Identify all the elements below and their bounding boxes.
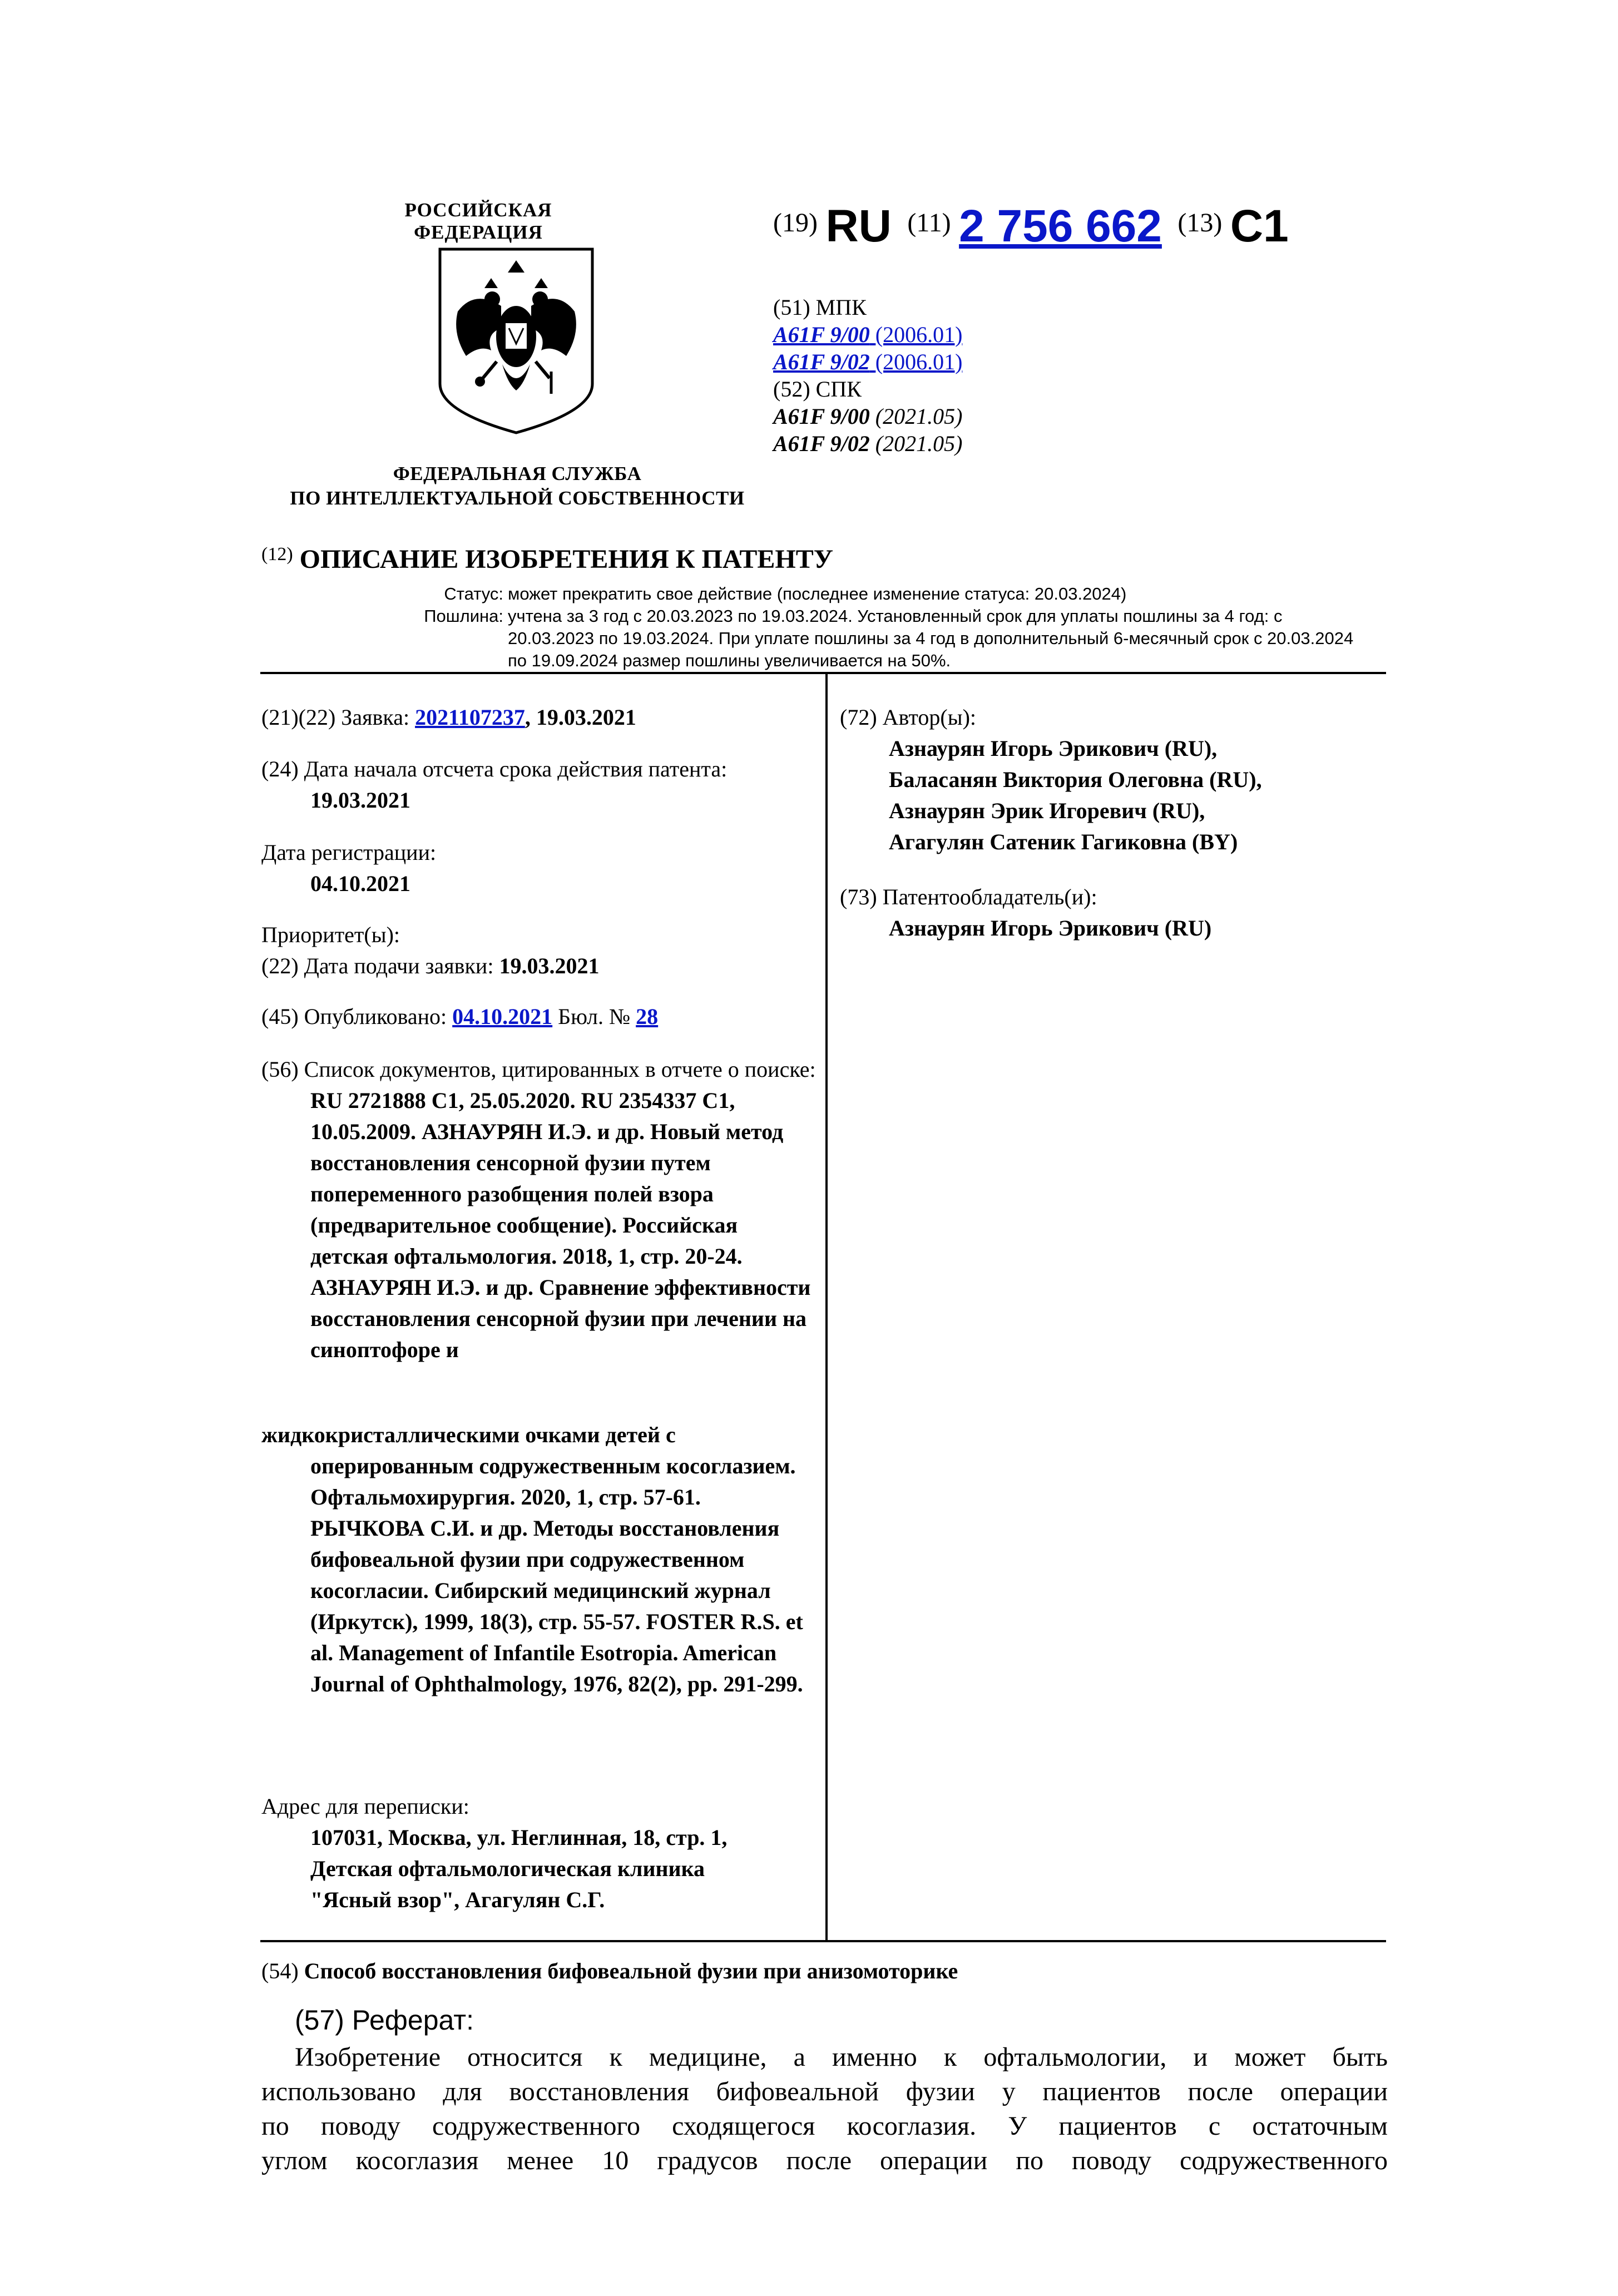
spk-entry: A61F 9/00 (2021.05) xyxy=(773,404,963,429)
author-name: Агагулян Сатеник Гагиковна (BY) xyxy=(889,829,1238,854)
cited-documents-text: RU 2721888 C1, 25.05.2020. RU 2354337 C1, 10.05.2009. АЗНАУРЯН И.Э. и др. Новый метод восстановления сенсорной фузии путем попеременного разобщения полей взора (предварительное сообщение). Российская детская офтальмология. 2018, 1, стр. 20-24. АЗНАУРЯН И.Э. и др. Сравнение эффективности восстановления сенсорной фузии при лечении на синоптофоре и xyxy=(310,1088,811,1362)
status-label: Статус: xyxy=(444,584,503,603)
fee-text: учтена за 3 год с 20.03.2023 по 19.03.2024. Установленный срок для уплаты пошлины за 4 год: с 20.03.2023 по 19.03.2024. При уплате пошлины за 4 год в дополнительный 6-месячный срок с 20.03.2024 по 19.09.2024 размер пошлины увеличивается на 50%. xyxy=(508,606,1354,670)
fee-label: Пошлина: xyxy=(424,606,503,626)
correspondence-address: Адрес для переписки: 107031, Москва, ул. Неглинная, 18, стр. 1, Детская офтальмологическая клиника "Ясный взор", Агагулян С.Г. xyxy=(261,1794,728,1912)
abstract-line: Изобретение относится к медицине, а именно к офтальмологии, и может быть xyxy=(295,2042,1388,2072)
code-12: (12) xyxy=(261,544,293,565)
term-start-date: 19.03.2021 xyxy=(310,788,410,813)
document-title-text: ОПИСАНИЕ ИЗОБРЕТЕНИЯ К ПАТЕНТУ xyxy=(299,545,833,574)
published-field: (45) Опубликовано: 04.10.2021 Бюл. № 28 xyxy=(261,1004,659,1029)
agency-name-line1: ФЕДЕРАЛЬНАЯ СЛУЖБА xyxy=(393,463,642,484)
author-name: Азнаурян Игорь Эрикович (RU), xyxy=(889,736,1218,761)
author-name: Баласанян Виктория Олеговна (RU), xyxy=(889,767,1262,792)
abstract-text xyxy=(261,2040,1388,2178)
mpk-entry[interactable]: A61F 9/00 (2006.01) xyxy=(773,322,963,347)
application-number-link[interactable]: 2021107237 xyxy=(415,705,525,730)
abstract-line: по поводу содружественного сходящегося косоглазия. У пациентов с остаточным xyxy=(261,2111,1388,2141)
patent-holder-field: (73) Патентообладатель(и): Азнаурян Игорь Эрикович (RU) xyxy=(840,882,1211,944)
invention-title: (54) Способ восстановления бифовеальной фузии при анизомоторике xyxy=(261,1958,958,1983)
status-block xyxy=(389,583,1391,672)
code-11: (11) xyxy=(907,208,951,237)
authors-field: (72) Автор(ы): Азнаурян Игорь Эрикович (RU), Баласанян Виктория Олеговна (RU), Азнаурян Эрик Игоревич (RU), Агагулян Сатеник Гагиковна (BY) xyxy=(840,702,1262,858)
abstract-line: углом косоглазия менее 10 градусов после операции по поводу содружественного xyxy=(261,2146,1388,2175)
published-date-link[interactable]: 04.10.2021 xyxy=(452,1004,553,1029)
mpk-label: (51) МПК xyxy=(773,295,867,320)
author-name: Азнаурян Эрик Игоревич (RU), xyxy=(889,798,1205,823)
patent-number-link[interactable]: 2 756 662 xyxy=(959,201,1162,251)
cited-documents-continued: жидкокристаллическими очками детей с оперированным содружественным косоглазием. Офтальмохирургия. 2020, 1, стр. 57-61. РЫЧКОВА С.И. и др. Методы восстановления бифовеальной фузии при содружественном косогласии. Сибирский медицинский журнал (Иркутск), 1999, 18(3), стр. 55-57. FOSTER R.S. et al. Management of Infantile Esotropia. American Journal of Ophthalmology, 1976, 82(2), pp. 291-299. xyxy=(261,1422,803,1696)
registration-date: 04.10.2021 xyxy=(310,871,410,896)
abstract-label: (57) Реферат: xyxy=(295,2005,474,2036)
application-field: (21)(22) Заявка: 2021107237, 19.03.2021 xyxy=(261,705,636,730)
priority-field: Приоритет(ы): (22) Дата подачи заявки: 19.03.2021 xyxy=(261,922,600,978)
divider-column xyxy=(825,674,828,1942)
patent-number-line xyxy=(773,200,1289,253)
abstract-line: использовано для восстановления бифовеальной фузии у пациентов после операции xyxy=(261,2077,1388,2106)
double-headed-eagle-icon xyxy=(436,245,597,437)
divider-bottom xyxy=(260,1940,1386,1942)
cited-documents-field: (56) Список документов, цитированных в отчете о поиске: RU 2721888 C1, 25.05.2020. RU 2354337 C1, 10.05.2009. АЗНАУРЯН И.Э. и др. Новый метод восстановления сенсорной фузии путем попеременного разобщения полей взора (предварительное сообщение). Российская детская офтальмология. 2018, 1, стр. 20-24. АЗНАУРЯН И.Э. и др. Сравнение эффективности восстановления сенсорной фузии при лечении на синоптофоре и xyxy=(261,1057,816,1362)
spk-entry: A61F 9/02 (2021.05) xyxy=(773,431,963,456)
patent-holder-name: Азнаурян Игорь Эрикович (RU) xyxy=(889,916,1212,941)
document-title xyxy=(261,544,833,575)
filing-date: 19.03.2021 xyxy=(499,953,600,978)
code-13: (13) xyxy=(1177,208,1223,237)
coat-of-arms-emblem xyxy=(436,245,597,437)
kind-code: C1 xyxy=(1230,201,1289,251)
mpk-entry[interactable]: A61F 9/02 (2006.01) xyxy=(773,349,963,374)
country-code: RU xyxy=(825,201,892,251)
classification-block xyxy=(773,294,962,457)
agency-name-line2: ПО ИНТЕЛЛЕКТУАЛЬНОЙ СОБСТВЕННОСТИ xyxy=(290,487,745,509)
code-19: (19) xyxy=(773,208,818,237)
spk-label: (52) СПК xyxy=(773,377,862,402)
agency-name xyxy=(267,462,768,511)
term-start-field: (24) Дата начала отсчета срока действия патента: 19.03.2021 xyxy=(261,754,727,816)
country-name: РОССИЙСКАЯ ФЕДЕРАЦИЯ xyxy=(404,199,552,243)
status-text: может прекратить свое действие (последнее изменение статуса: 20.03.2024) xyxy=(508,584,1127,603)
registration-field: Дата регистрации: 04.10.2021 xyxy=(261,837,436,899)
bulletin-number-link[interactable]: 28 xyxy=(636,1004,659,1029)
divider-top xyxy=(260,672,1386,674)
